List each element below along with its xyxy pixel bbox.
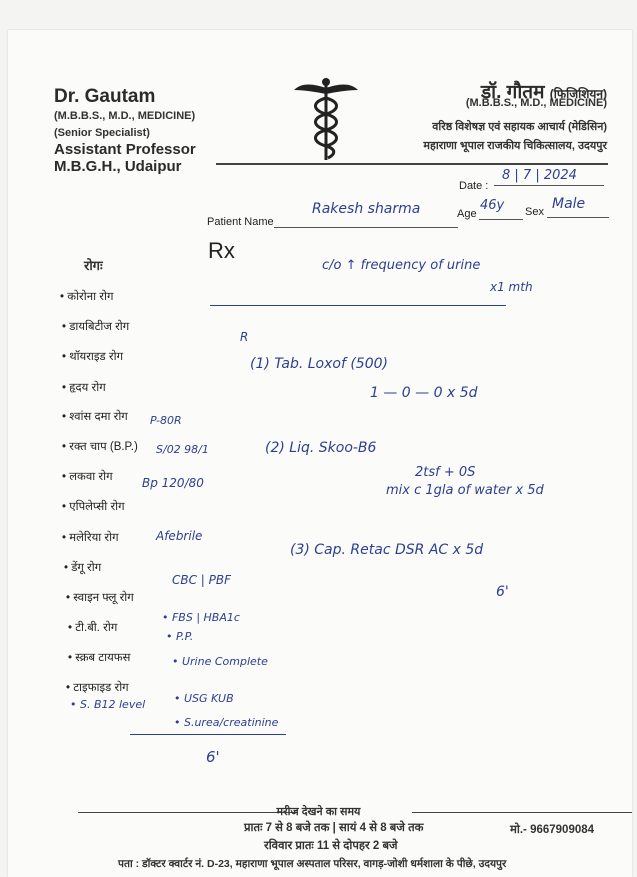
doctor-degrees-en: (M.B.B.S., M.D., MEDICINE): [54, 110, 196, 122]
hw-med3-number: 6': [496, 584, 509, 600]
sex-line: [547, 217, 609, 218]
rog-item: • डायबिटीज रोग: [62, 319, 129, 334]
footer-title: मरीज देखने का समय: [276, 806, 361, 818]
rog-item: • टाइफाइड रोग: [66, 680, 129, 695]
footer-address: पता : डॉक्टर क्वार्टर नं. D-23, महाराणा भूपाल अस्पताल परिसर, वागड़-जोशी धर्मशाला के पीछे, उदयपुर: [118, 858, 507, 870]
hw-med2-mix: mix c 1gla of water x 5d: [386, 483, 544, 498]
date-value: 8 | 7 | 2024: [502, 168, 577, 183]
rog-item: • रक्त चाप (B.P.): [62, 439, 138, 454]
doctor-designation-en: Assistant Professor: [54, 141, 196, 158]
hospital-hi: महाराणा भूपाल राजकीय चिकित्सालय, उदयपुर: [423, 140, 607, 152]
patient-name-label: Patient Name: [207, 216, 274, 228]
rog-item: • श्वांस दमा रोग: [62, 409, 128, 424]
hw-pp: • P.P.: [166, 630, 194, 643]
hw-r-mark: R: [240, 330, 249, 344]
rx-symbol: Rx: [208, 238, 235, 263]
hw-bp: Bp 120/80: [142, 476, 204, 490]
hw-med2: (2) Liq. Skoo-B6: [265, 440, 377, 456]
caduceus-logo: [292, 76, 360, 162]
hw-complaint: c/o ↑ frequency of urine: [322, 258, 481, 273]
rog-item: • हृदय रोग: [62, 380, 106, 395]
hw-bottom-number: 6': [206, 748, 220, 766]
rog-item: • एपिलेप्सी रोग: [62, 499, 125, 514]
hw-pulse: P-80R: [150, 414, 182, 427]
hw-afebrile: Afebrile: [156, 529, 203, 543]
hw-med1-dose: 1 — 0 — 0 x 5d: [370, 385, 478, 401]
rog-item: • मलेरिया रोग: [62, 530, 119, 545]
hw-urine: • Urine Complete: [172, 655, 268, 668]
hw-spo2: S/02 98/1: [156, 443, 209, 456]
hw-fbs: • FBS | HBA1c: [162, 611, 240, 624]
hospital-en: M.B.G.H., Udaipur: [54, 158, 182, 175]
doctor-name-hi: डॉ. गौतम (फिजिशियन): [480, 82, 607, 103]
rog-item: • थॉयराइड रोग: [62, 349, 123, 364]
doctor-designation-hi: वरिष्ठ विशेषज्ञ एवं सहायक आचार्य (मेडिसिन): [432, 121, 607, 133]
footer-mobile: मो.- 9667909084: [510, 824, 595, 836]
doctor-name-en: Dr. Gautam: [54, 86, 156, 107]
date-label: Date :: [459, 180, 489, 192]
sex-label: Sex: [525, 206, 544, 218]
hw-med2-dose: 2tsf + 0S: [415, 465, 476, 480]
hw-urea: • S.urea/creatinine: [174, 716, 279, 729]
header-divider: [216, 163, 608, 165]
hw-complaint-duration: x1 mth: [490, 280, 533, 294]
patient-name-value: Rakesh sharma: [312, 201, 421, 217]
hw-med3: (3) Cap. Retac DSR AC x 5d: [290, 542, 484, 558]
rog-item: • लकवा रोग: [62, 469, 113, 484]
sex-value: Male: [552, 196, 586, 212]
rog-item: • डेंगू रोग: [64, 560, 101, 575]
patient-name-line: [274, 227, 458, 228]
hw-underline-bottom: [130, 734, 286, 735]
hw-b12: • S. B12 level: [70, 698, 146, 711]
age-line: [479, 219, 523, 220]
rog-item: • कोरोना रोग: [60, 289, 113, 304]
hw-usg: • USG KUB: [174, 692, 234, 705]
rog-item: • टी.बी. रोग: [68, 620, 117, 635]
footer-timing-2: रविवार प्रातः 11 से दोपहर 2 बजे: [264, 840, 398, 852]
doctor-specialist-en: (Senior Specialist): [54, 127, 150, 139]
hw-cbc: CBC | PBF: [172, 573, 232, 587]
rog-title: रोगः: [84, 258, 103, 273]
rog-item: • स्वाइन फ्लू रोग: [66, 590, 134, 605]
hw-med1: (1) Tab. Loxof (500): [250, 356, 388, 372]
rog-item: • स्क्रब टायफस: [68, 650, 130, 665]
date-line: [494, 185, 604, 186]
doctor-degrees-hi: (M.B.B.S., M.D., MEDICINE): [465, 97, 607, 109]
footer-timing-1: प्रातः 7 से 8 बजे तक | सायं 4 से 8 बजे तक: [244, 822, 424, 834]
age-value: 46y: [480, 198, 505, 213]
age-label: Age: [457, 208, 477, 220]
hw-underline: [210, 305, 506, 306]
